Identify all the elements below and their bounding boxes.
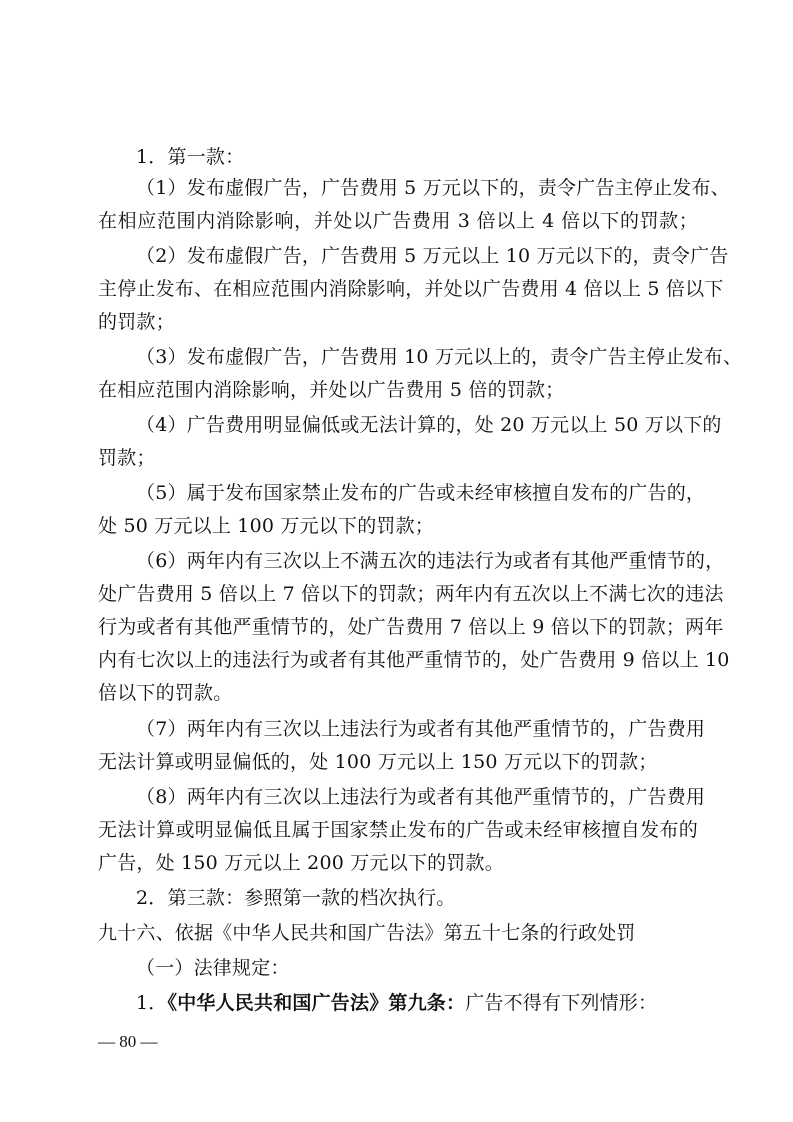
text-line: 主停止发布、在相应范围内消除影响，并处以广告费用 4 倍以上 5 倍以下: [98, 278, 724, 300]
text-line: （7）两年内有三次以上违法行为或者有其他严重情节的，广告费用: [136, 718, 706, 740]
text-line: （一）法律规定：: [136, 957, 290, 979]
text-line: [136, 990, 698, 1016]
text-line: （3）发布虚假广告，广告费用 10 万元以上的，责令广告主停止发布、: [136, 346, 743, 368]
text-line: 的罚款；: [98, 311, 175, 333]
text-line: 1．第一款：: [136, 146, 245, 168]
text-line: 在相应范围内消除影响，并处以广告费用 5 倍的罚款；: [98, 379, 565, 401]
text-line: 处广告费用 5 倍以上 7 倍以下的罚款；两年内有五次以上不满七次的违法: [98, 583, 724, 605]
text-line: （5）属于发布国家禁止发布的广告或未经审核擅自发布的广告的，: [136, 482, 706, 504]
section-heading: 九十六、依据《中华人民共和国广告法》第五十七条的行政处罚: [98, 922, 636, 944]
text-line: 行为或者有其他严重情节的，处广告费用 7 倍以上 9 倍以下的罚款；两年: [98, 616, 724, 638]
text-line: 罚款；: [98, 447, 156, 469]
clause-text: 广告不得有下列情形：: [465, 992, 658, 1014]
text-line: 内有七次以上的违法行为或者有其他严重情节的，处广告费用 9 倍以上 10: [98, 649, 730, 671]
text-line: （8）两年内有三次以上违法行为或者有其他严重情节的，广告费用: [136, 786, 706, 808]
text-line: （4）广告费用明显偏低或无法计算的，处 20 万元以上 50 万以下的: [136, 414, 722, 436]
text-line: 倍以下的罚款。: [98, 682, 233, 704]
clause-number: 1．: [136, 992, 168, 1014]
text-line: 无法计算或明显偏低且属于国家禁止发布的广告或未经审核擅自发布的: [98, 819, 698, 841]
text-line: 广告，处 150 万元以上 200 万元以下的罚款。: [98, 852, 504, 874]
text-line: 处 50 万元以上 100 万元以下的罚款；: [98, 515, 435, 537]
text-line: （1）发布虚假广告，广告费用 5 万元以下的，责令广告主停止发布、: [136, 177, 730, 199]
text-line: 无法计算或明显偏低的，处 100 万元以上 150 万元以下的罚款；: [98, 751, 658, 773]
text-line: （6）两年内有三次以上不满五次的违法行为或者有其他严重情节的，: [136, 550, 725, 572]
text-line: 在相应范围内消除影响，并处以广告费用 3 倍以上 4 倍以下的罚款；: [98, 210, 698, 232]
page-number: — 80 —: [98, 1032, 158, 1051]
text-line: 2．第三款：参照第一款的档次执行。: [136, 887, 456, 909]
law-article-reference: 《中华人民共和国广告法》第九条：: [167, 992, 466, 1014]
text-line: （2）发布虚假广告，广告费用 5 万元以上 10 万元以下的，责令广告: [136, 245, 729, 267]
